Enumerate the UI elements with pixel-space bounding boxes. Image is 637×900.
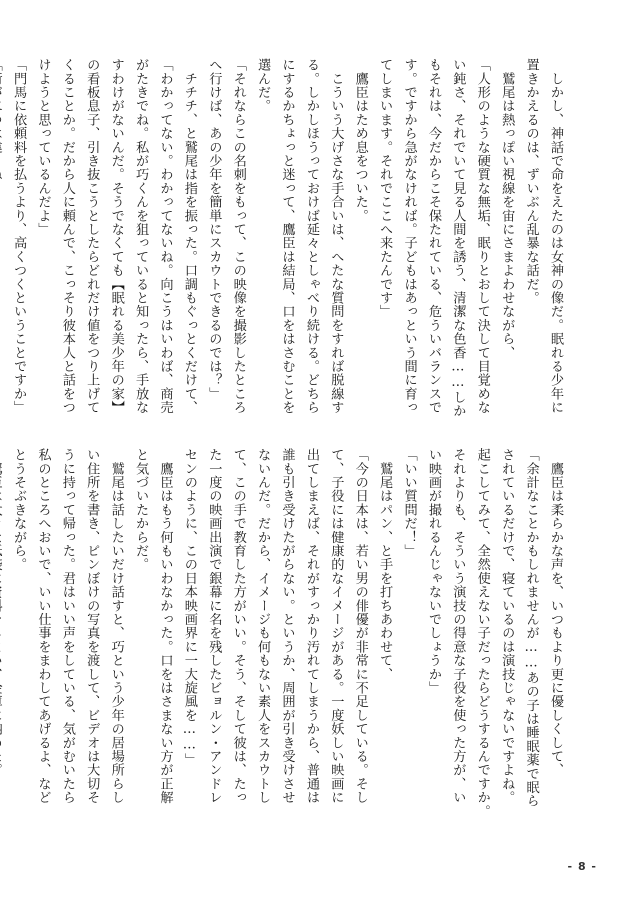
text-line: てしまいます。それでここへ来たんです」 <box>377 58 393 319</box>
text-line: 鷹臣はもう何もいわなかった。口をはさまない方が正解 <box>157 448 173 805</box>
text-line <box>0 448 6 800</box>
text-line: 「いい質問だ！」 <box>401 448 417 558</box>
text-line: とうそぶきながら。 <box>11 448 27 572</box>
text-line: くることか。だから人に頼んで、こっそり彼本人と話をつ <box>59 58 75 415</box>
text-line: 鷹臣は柔らかな声を、いつもより更に優しくして、 <box>548 448 563 777</box>
text-line: けようと思っているんだよ」 <box>35 58 51 237</box>
text-line: されているだけで、寝ているのは演技じゃないですよね。 <box>499 448 515 805</box>
text-line: にするかちょっと迷って、鷹臣は結局、口をはさむことを <box>279 58 295 415</box>
text-line: い映画が撮れるんじゃないでしょうか」 <box>425 448 441 695</box>
text-line: へ行けば、あの少年を簡単にスカウトできるのでは？」 <box>206 58 222 401</box>
text-line <box>0 58 6 408</box>
text-line: る。しかしほうっておけば延々としゃべり続ける。どちら <box>303 58 319 415</box>
text-line: 選んだ。 <box>255 58 271 113</box>
text-line: 「余計なことかもしれませんが……あの子は睡眠薬で眠ら <box>523 448 539 808</box>
text-line: 「わかってない。わかってないね。向こうはいわば、商売 <box>157 58 173 415</box>
text-line: センのように、この日本映画界に一大旋風を……」 <box>181 448 197 767</box>
text-line: い住所を書き、ピンぼけの写真を渡して、ビデオは大切そ <box>84 448 100 805</box>
text-line: 「人形のような硬質な無垢、眠りとおして決して目覚めな <box>474 58 490 415</box>
text-line: 鷹臣はため息をついた。 <box>352 58 368 223</box>
text-line: て、この手で教育した方がいい。そう、そして彼は、たっ <box>230 448 246 805</box>
text-block-bottom <box>11 448 567 818</box>
text-line: チチチ、と鷲尾は指を振った。口調もぐっとくだけて、 <box>181 58 197 415</box>
text-line: 鷲尾は熱っぽい視線を宙にさまよわせながら、 <box>499 58 515 360</box>
text-line: 鷲尾は話したいだけ話すと、巧という少年の居場所らし <box>108 448 124 805</box>
text-line: うに持って帰った。君はいい声をしている、気がむいたら <box>59 448 75 805</box>
text-line: がたきでね。私が巧くんを狙っていると知ったら、手放な <box>133 58 149 415</box>
text-line: 鷲尾はパン、と手を打ちあわせて、 <box>377 448 393 681</box>
text-line: それよりも、そういう演技の得意な子役を使った方が、い <box>450 448 466 805</box>
text-line: 出てしまえば、それがすっかり汚れてしまうから、普通は <box>303 448 319 805</box>
text-line: 「門馬に依頼料を払うより、高くつくということですか」 <box>11 58 27 415</box>
text-line: 誰も引き受けたがらない。というか、周囲が引き受けさせ <box>279 448 295 805</box>
text-line: て、子役には健康的なイメージがある。一度妖しい映画に <box>328 448 344 805</box>
text-line: の看板息子、引き抜こうとしたらどれだけ値をつり上げて <box>84 58 100 415</box>
text-line: 「それならこの名刺をもって、この映像を撮影したところ <box>230 58 246 415</box>
text-line: た一度の映画出演で銀幕に名を残したビョルン・アンドレ <box>206 448 222 805</box>
text-line: こういう大げさな手合いは、へたな質問をすれば脱線す <box>328 58 344 415</box>
text-line: 私のところへおいで、いい仕事をまわしてあげるよ、など <box>35 448 51 805</box>
text-line: と気づいたからだ。 <box>133 448 149 572</box>
text-line: もそれは、今だからこそ保たれている、危ういバランスで <box>425 58 441 415</box>
page-number: - 8 - <box>567 860 597 873</box>
text-line: すわけがないんだ。そうでなくても【眠れる美少年の家】 <box>108 58 124 415</box>
text-line: 置きかえるのは、ずいぶん乱暴な話だ。 <box>523 58 539 305</box>
text-line: 起こしてみて、全然使えない子だったらどうするんですか。 <box>474 448 490 818</box>
text-line: い鈍さ、それでいて見る人間を誘う、清潔な色香……しか <box>450 58 466 418</box>
text-line: しかし、神話で命をえたのは女神の像だ。眠れる少年に <box>548 58 563 415</box>
text-block-top <box>11 58 567 418</box>
text-line: ないんだ。だから、イメージも何もない素人をスカウトし <box>255 448 271 805</box>
text-line: す。ですから急がなければ。子どもはあっという間に育っ <box>401 58 417 415</box>
text-line: 「今の日本は、若い男の俳優が非常に不足している。そし <box>352 448 368 805</box>
